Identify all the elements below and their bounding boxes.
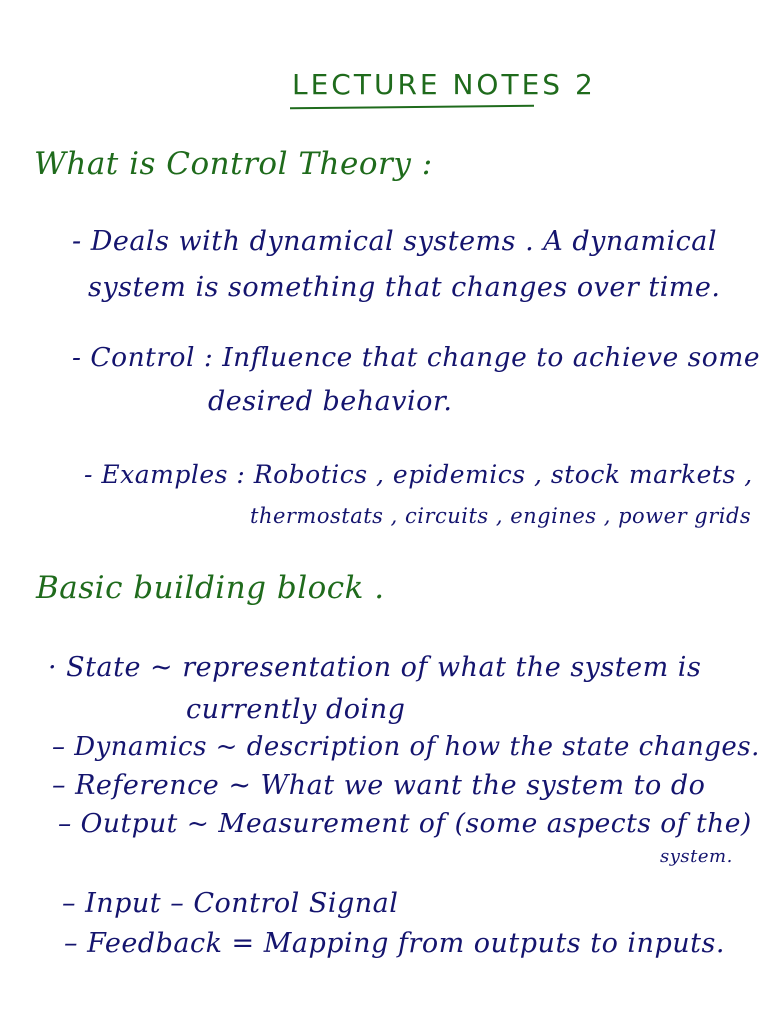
note-line: - Control : Influence that change to achieve some xyxy=(72,342,761,373)
note-line: desired behavior. xyxy=(208,386,453,417)
note-line: – Feedback = Mapping from outputs to inputs. xyxy=(64,928,725,959)
note-line: system. xyxy=(660,846,733,867)
note-line: system is something that changes over time. xyxy=(88,272,721,303)
note-line: – Reference ~ What we want the system to do xyxy=(52,770,706,801)
section-heading-control-theory: What is Control Theory : xyxy=(34,146,433,182)
note-line: – Input – Control Signal xyxy=(62,888,399,919)
page-title: LECTURE NOTES 2 xyxy=(292,68,596,101)
note-line: – Output ~ Measurement of (some aspects of the) xyxy=(58,808,752,839)
note-line: - Deals with dynamical systems . A dynamical xyxy=(72,226,717,257)
note-line: currently doing xyxy=(186,694,406,725)
section-heading-building-block: Basic building block . xyxy=(36,570,385,606)
note-line: · State ~ representation of what the system is xyxy=(48,652,702,683)
title-underline xyxy=(290,105,534,110)
note-line: – Dynamics ~ description of how the state changes. xyxy=(52,732,760,762)
note-line: - Examples : Robotics , epidemics , stock markets , xyxy=(84,460,753,489)
note-line: thermostats , circuits , engines , power grids xyxy=(250,504,752,528)
